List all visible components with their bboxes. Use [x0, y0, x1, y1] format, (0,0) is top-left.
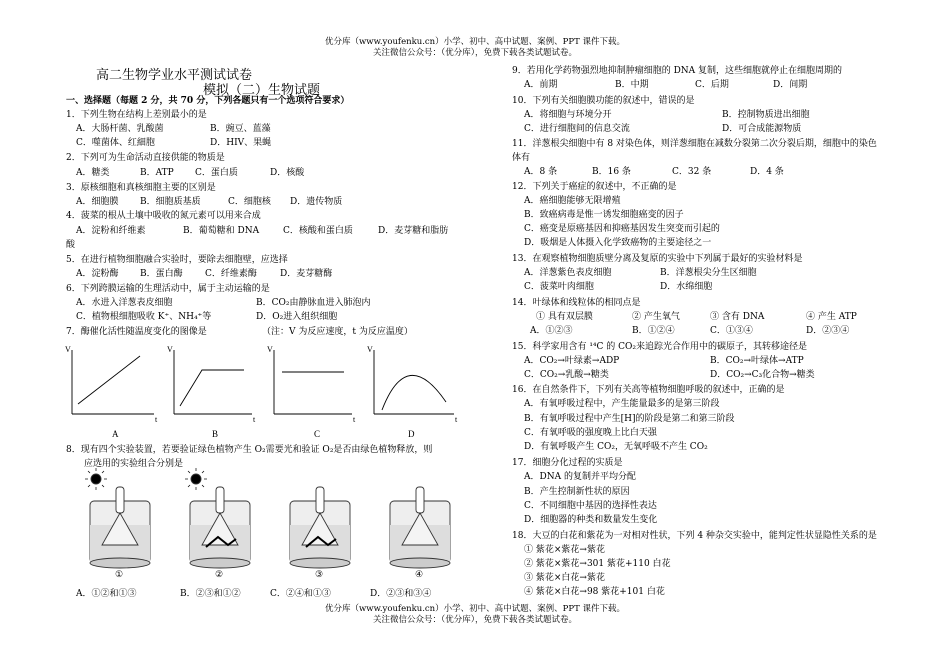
- q5-stem: 5．在进行植物细胞融合实验时，要除去细胞壁，应选择: [66, 255, 288, 265]
- q6-option-d: D．O₂进入组织细胞: [256, 312, 338, 322]
- q6-option-c: C．植物根细胞吸收 K⁺、NH₄⁺等: [76, 312, 212, 322]
- q16-stem: 16．在自然条件下，下列有关高等植物细胞呼吸的叙述中，正确的是: [512, 385, 785, 395]
- q6-option-a: A．水进入洋葱表皮细胞: [76, 298, 173, 308]
- q17-option-c: C．不同细胞中基因的选择性表达: [524, 501, 657, 511]
- q4-option-d-cont: 酸: [66, 240, 76, 250]
- apparatus-1-label: ①: [115, 569, 124, 579]
- q15-stem: 15．科学家用含有 ¹⁴C 的 CO₂来追踪光合作用中的碳原子，其转移途径是: [512, 342, 808, 352]
- q14-item-3: ③ 含有 DNA: [710, 312, 765, 322]
- q10-option-d: D．可合成能源物质: [722, 124, 802, 134]
- q12-option-c: C．癌变是原癌基因和抑癌基因发生突变而引起的: [524, 224, 720, 234]
- q11-option-c: C．32 条: [672, 167, 712, 177]
- q17-option-a: A．DNA 的复制并平均分配: [524, 472, 636, 482]
- q13-option-b: B．洋葱根尖分生区细胞: [660, 268, 757, 278]
- q17-option-b: B．产生控制新性状的原因: [524, 487, 630, 497]
- q9-option-a: A．前期: [524, 80, 558, 90]
- header-line1: 优分库（www.youfenku.cn）小学、初中、高中试题、案例、PPT 课件下载。: [325, 37, 625, 47]
- apparatus-3: [290, 487, 350, 568]
- q12-stem: 12．下列关于癌症的叙述中，不正确的是: [512, 182, 677, 192]
- q8-option-b: B．②③和①②: [180, 589, 241, 599]
- q3-option-b: B．细胞质基质: [140, 197, 201, 207]
- q14-stem: 14．叶绿体和线粒体的相同点是: [512, 298, 641, 308]
- section-heading: 一、选择题（每题 2 分，共 70 分，下列各题只有一个选项符合要求）: [66, 96, 350, 106]
- header-line2: 关注微信公众号：（优分库），免费下载各类试题试卷。: [372, 48, 577, 58]
- q5-option-b: B．蛋白酶: [140, 269, 183, 279]
- q17-stem: 17．细胞分化过程的实质是: [512, 458, 623, 468]
- q14-option-c: C．①③④: [710, 326, 753, 336]
- graph-c-v-label: V: [267, 345, 273, 354]
- graph-b-caption: B: [212, 429, 219, 439]
- q10-option-c: C．进行细胞间的信息交流: [524, 124, 630, 134]
- q13-option-d: D．水绵细胞: [660, 282, 713, 292]
- q8-stem: 8．现有四个实验装置，若要验证绿色植物产生 O₂需要光和验证 O₂是否由绿色植物释放，则: [66, 445, 433, 455]
- q13-option-c: C．菠菜叶肉细胞: [524, 282, 594, 292]
- q7-note: （注：V 为反应速度，t 为反应温度）: [262, 327, 413, 337]
- apparatus-4: [390, 487, 450, 568]
- q13-option-a: A．洋葱紫色表皮细胞: [524, 268, 612, 278]
- q14-item-1: ① 具有双层膜: [536, 312, 593, 322]
- q8-option-d: D．②③和③④: [370, 589, 432, 599]
- q7-stem: 7．酶催化活性随温度变化的图像是: [66, 327, 207, 337]
- q11-stem-cont: 体有: [512, 153, 531, 163]
- enzyme-temperature-graphs: [62, 340, 482, 440]
- q12-option-a: A．癌细胞能够无限增殖: [524, 196, 621, 206]
- q4-option-b: B．葡萄糖和 DNA: [183, 226, 260, 236]
- graph-c-caption: C: [314, 429, 321, 439]
- q9-option-b: B．中期: [615, 80, 649, 90]
- q18-item-3: ③ 紫花×白花→紫花: [524, 573, 605, 583]
- q1-option-d: D．HIV、果蝇: [210, 138, 272, 148]
- apparatus-4-label: ④: [415, 569, 424, 579]
- q2-stem: 2．下列可为生命活动直接供能的物质是: [66, 153, 225, 163]
- apparatus-1: [85, 468, 150, 568]
- paper-title: 高二生物学业水平测试试卷: [96, 68, 253, 83]
- graph-b-t-label: t: [253, 415, 256, 424]
- q12-option-b: B．致癌病毒是惟一诱发细胞癌变的因子: [524, 210, 684, 220]
- q11-option-d: D．4 条: [750, 167, 784, 177]
- apparatus-2: [185, 468, 250, 568]
- graph-d-v-label: V: [367, 345, 373, 354]
- q1-option-b: B．豌豆、蓝藻: [210, 124, 271, 134]
- q4-option-a: A．淀粉和纤维素: [76, 226, 146, 236]
- paper-subtitle: 模拟（二）生物试题: [203, 83, 321, 98]
- q14-option-b: B．①②④: [632, 326, 675, 336]
- experiment-apparatus: [78, 465, 458, 580]
- q10-option-a: A．将细胞与环境分开: [524, 110, 612, 120]
- footer-line2: 关注微信公众号：（优分库），免费下载各类试题试卷。: [372, 615, 577, 625]
- graph-c-t-label: t: [353, 415, 356, 424]
- footer-line1: 优分库（www.youfenku.cn）小学、初中、高中试题、案例、PPT 课件下载。: [325, 604, 625, 614]
- q1-option-c: C．噬菌体、红細胞: [76, 138, 155, 148]
- q2-option-b: B．ATP: [140, 168, 174, 178]
- graph-b-curve: [180, 370, 244, 406]
- graph-a-v-label: V: [65, 345, 71, 354]
- q11-stem: 11．洋葱根尖细胞中有 8 对染色体，则洋葱细胞在减数分裂第二次分裂后期，细胞中的染色: [512, 139, 877, 149]
- q15-option-c: C．CO₂→乳酸→糖类: [524, 370, 609, 380]
- q14-item-2: ② 产生氧气: [632, 312, 680, 322]
- q15-option-b: B．CO₂→叶绿体→ATP: [710, 356, 804, 366]
- q10-option-b: B．控制物质进出细胞: [722, 110, 810, 120]
- q1-stem: 1．下列生物在结构上差别最小的是: [66, 110, 207, 120]
- graph-d-caption: D: [408, 429, 415, 439]
- q16-option-c: C．有氧呼吸的强度晚上比白天强: [524, 428, 657, 438]
- q6-stem: 6．下列跨膜运输的生理活动中，属于主动运输的是: [66, 284, 270, 294]
- q4-option-c: C．核酸和蛋白质: [283, 226, 353, 236]
- apparatus-3-label: ③: [315, 569, 324, 579]
- q12-option-d: D．吸烟是人体摄入化学致癌物的主要途径之一: [524, 238, 712, 248]
- graph-d-curve: [382, 375, 446, 410]
- q3-stem: 3．原核细胞和真核细胞主要的区别是: [66, 183, 216, 193]
- q2-option-a: A．糖类: [76, 168, 110, 178]
- q14-option-d: D．②③④: [806, 326, 850, 336]
- q18-stem: 18．大豆的白花和紫花为一对相对性状，下列 4 种杂交实验中，能判定性状显隐性关系的是: [512, 531, 877, 541]
- q6-option-b: B．CO₂由静脉血进入肺泡内: [256, 298, 371, 308]
- graph-d-t-label: t: [455, 415, 458, 424]
- q18-item-4: ④ 紫花×白花→98 紫花+101 白花: [524, 587, 665, 597]
- graph-b-v-label: V: [167, 345, 173, 354]
- q3-option-d: D．遗传物质: [290, 197, 343, 207]
- q5-option-d: D．麦芽糖酶: [280, 269, 333, 279]
- q13-stem: 13．在观察植物细胞质壁分离及复原的实验中下列属于最好的实验材料是: [512, 254, 803, 264]
- q18-item-1: ① 紫花×紫花→紫花: [524, 545, 605, 555]
- q3-option-a: A．细胞膜: [76, 197, 119, 207]
- q15-option-d: D．CO₂→C₃化合物→糖类: [710, 370, 815, 380]
- q9-stem: 9．若用化学药物强烈地抑制肿瘤细胞的 DNA 复制，这些细胞就停止在细胞周期的: [512, 66, 843, 76]
- q8-option-a: A．①②和①③: [76, 589, 137, 599]
- q16-option-a: A．有氧呼吸过程中，产生能量最多的是第三阶段: [524, 399, 720, 409]
- q9-option-d: D．间期: [773, 80, 808, 90]
- q14-option-a: A．①②③: [530, 326, 573, 336]
- q16-option-b: B．有氧呼吸过程中产生[H]的阶段是第二和第三阶段: [524, 414, 735, 424]
- q4-option-d: D．麦芽糖和脂肪: [378, 226, 449, 236]
- q15-option-a: A．CO₂→叶绿素→ADP: [524, 356, 620, 366]
- q4-stem: 4．菠菜的根从土壤中吸收的氮元素可以用来合成: [66, 211, 261, 221]
- q8-option-c: C．②④和①③: [270, 589, 331, 599]
- q9-option-c: C．后期: [695, 80, 729, 90]
- q5-option-a: A．淀粉酶: [76, 269, 119, 279]
- q2-option-c: C．蛋白质: [195, 168, 238, 178]
- q11-option-a: A．8 条: [524, 167, 558, 177]
- graph-a-caption: A: [112, 429, 119, 439]
- q8-stem-cont: 应选用的实验组合分别是: [84, 459, 184, 469]
- q14-item-4: ④ 产生 ATP: [806, 312, 857, 322]
- q18-item-2: ② 紫花×紫花→301 紫花+110 白花: [524, 559, 671, 569]
- q11-option-b: B．16 条: [592, 167, 631, 177]
- q3-option-c: C．细胞核: [228, 197, 271, 207]
- q17-option-d: D．细胞器的种类和数量发生变化: [524, 515, 658, 525]
- q1-option-a: A．大肠杆菌、乳酸菌: [76, 124, 164, 134]
- q2-option-d: D．核酸: [270, 168, 305, 178]
- q5-option-c: C．纤维素酶: [205, 269, 257, 279]
- graph-a-curve: [78, 356, 140, 404]
- q10-stem: 10．下列有关细胞膜功能的叙述中，错误的是: [512, 96, 695, 106]
- q16-option-d: D．有氧呼吸产生 CO₂，无氧呼吸不产生 CO₂: [524, 442, 708, 452]
- graph-a-t-label: t: [155, 415, 158, 424]
- apparatus-2-label: ②: [215, 569, 224, 579]
